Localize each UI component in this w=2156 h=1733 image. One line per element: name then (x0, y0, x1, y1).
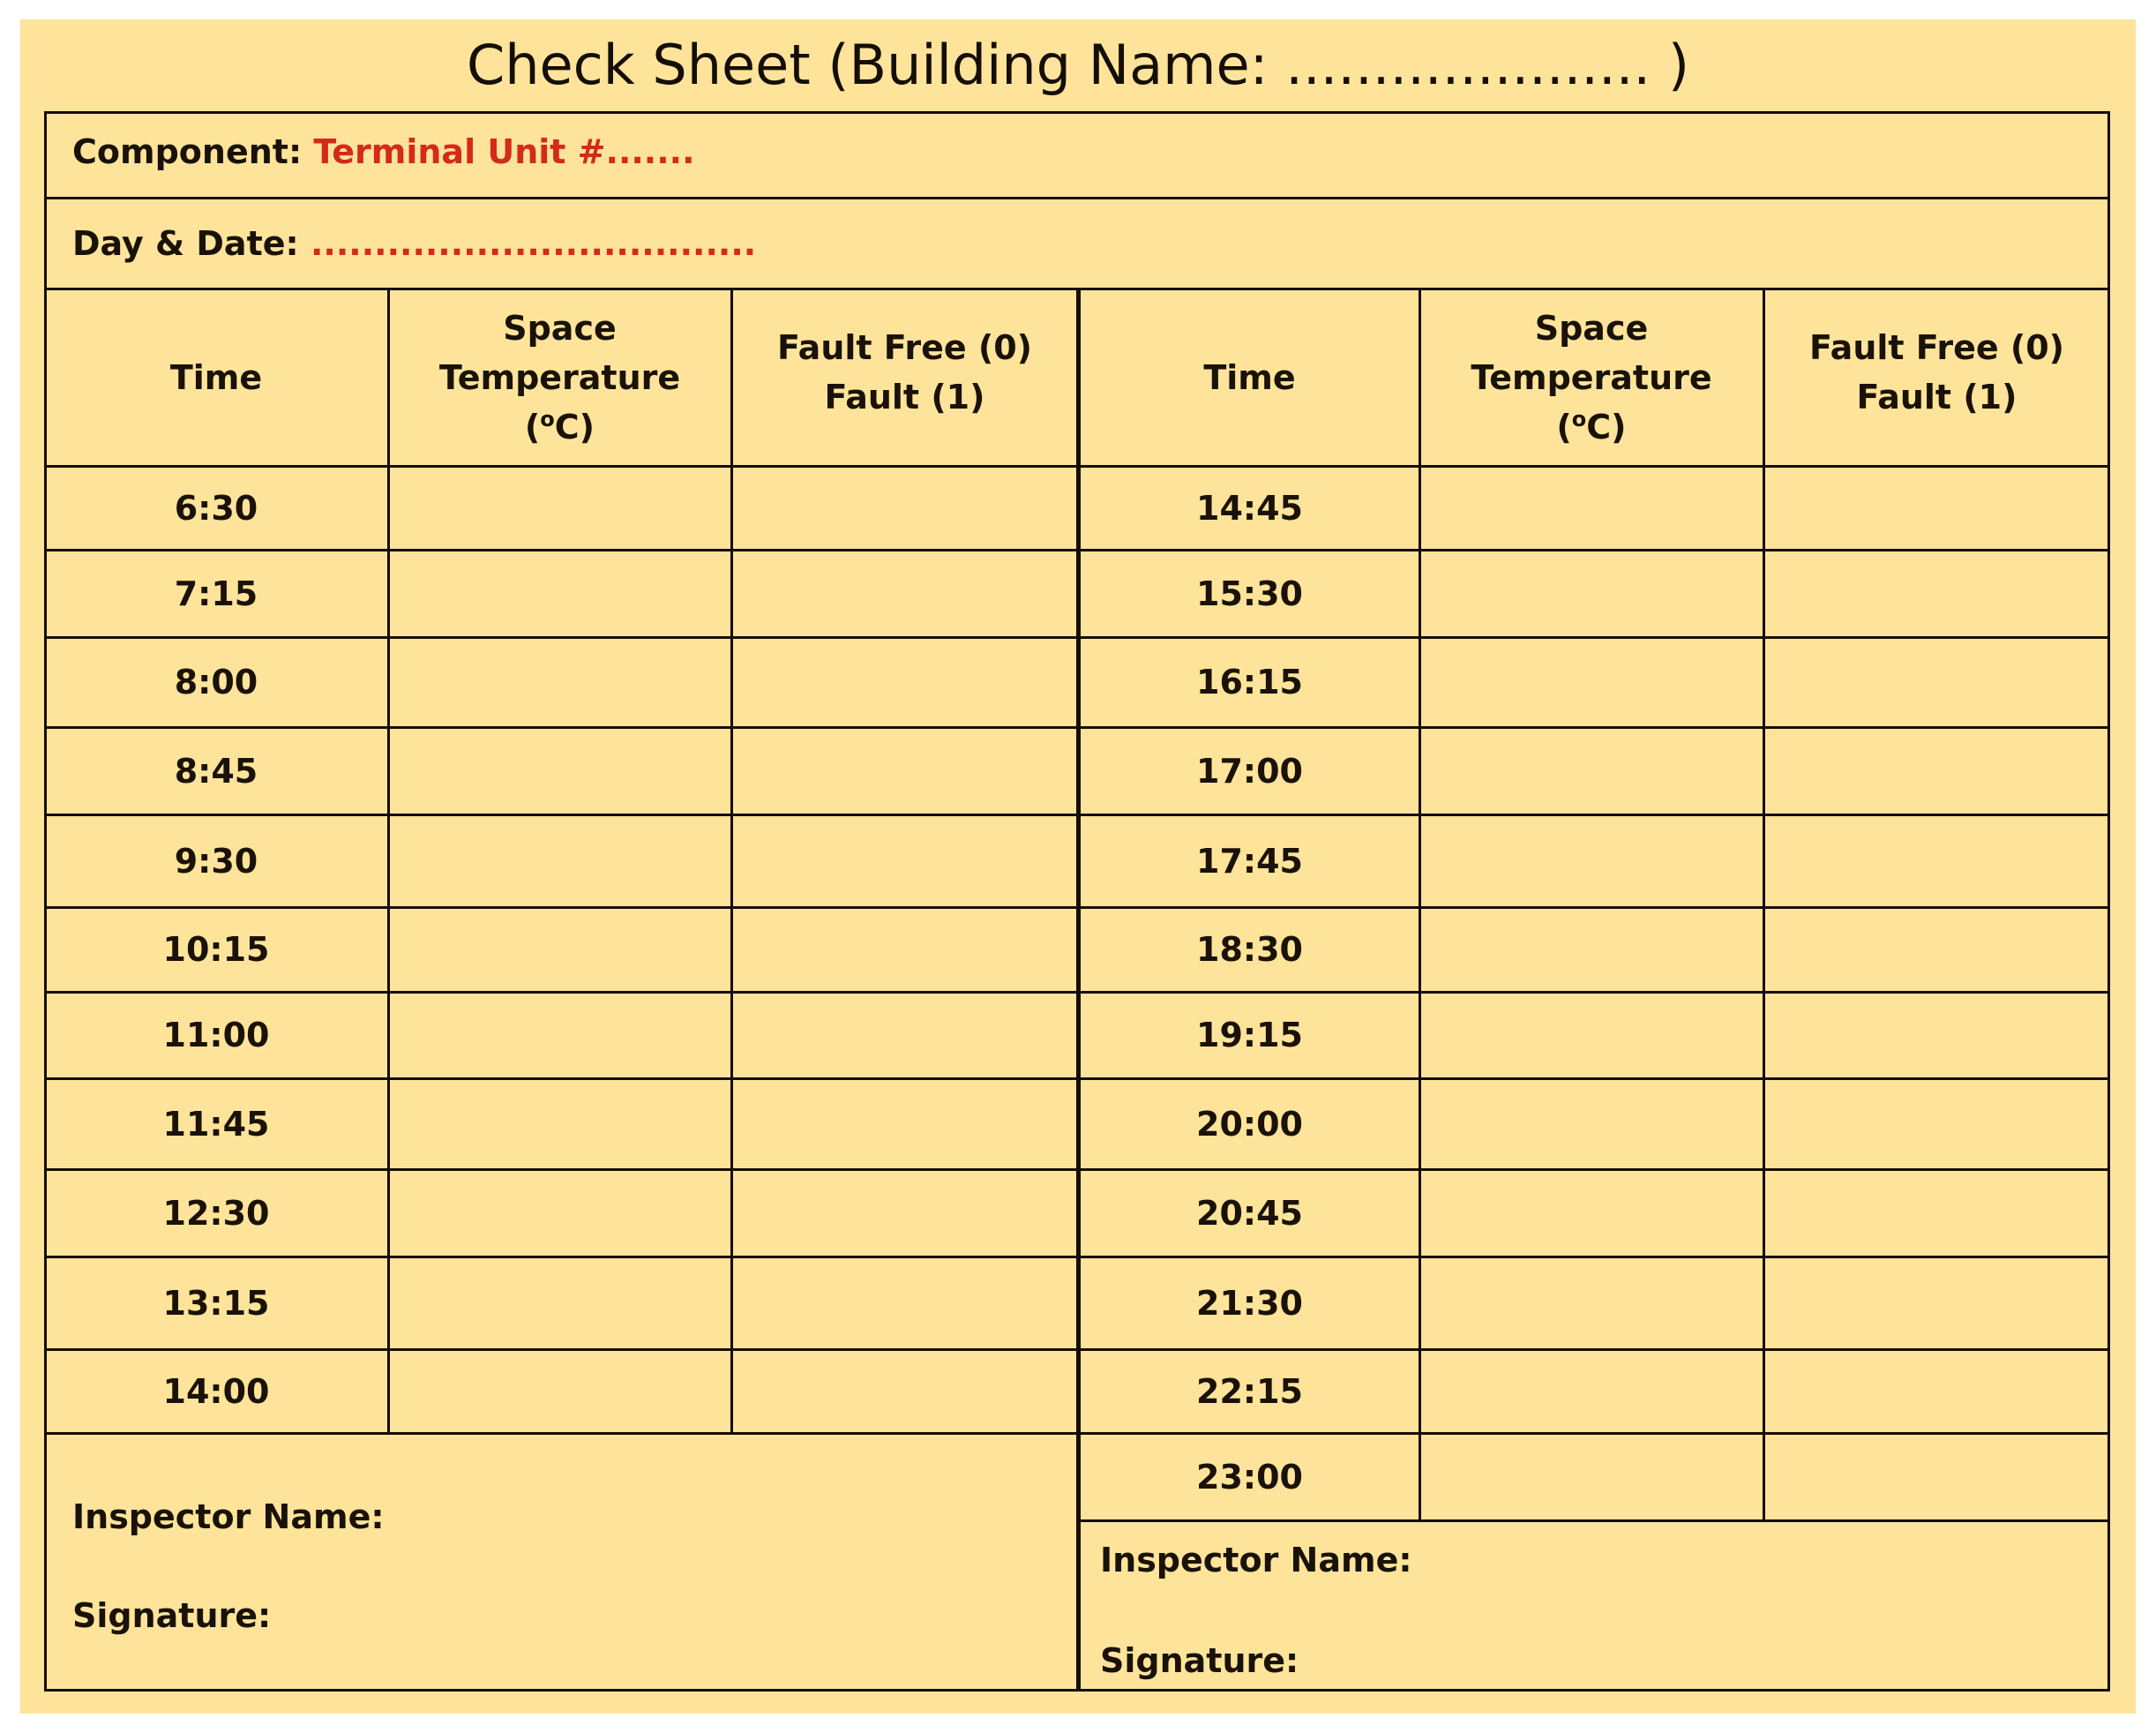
header-label: Space (1534, 308, 1649, 348)
right-temperature-entries[interactable] (1421, 466, 1763, 1519)
header-temperature-right (1419, 289, 1763, 466)
time-cell: 6:30 (174, 488, 258, 528)
header-label: Fault Free (0) (776, 328, 1033, 367)
time-cell: 17:45 (1196, 841, 1303, 881)
time-cell: 20:00 (1196, 1104, 1303, 1144)
time-cell: 15:30 (1196, 574, 1303, 613)
header-label: Space (503, 308, 617, 348)
page-title: Check Sheet (Building Name: ..................... ) (466, 33, 1690, 97)
component-label: Component: (72, 132, 303, 171)
day-date-label: Day & Date: (72, 224, 299, 263)
left-temperature-entries[interactable] (390, 466, 730, 1432)
time-cell: 7:15 (174, 574, 258, 613)
time-cell: 14:00 (162, 1371, 270, 1411)
inspector-name-label-left: Inspector Name: (72, 1497, 385, 1536)
header-label: Temperature (1471, 357, 1712, 397)
day-date-field[interactable] (72, 224, 756, 263)
component-value[interactable]: Terminal Unit #....... (313, 132, 695, 171)
signature-input-left[interactable] (318, 1579, 1067, 1668)
time-cell: 10:15 (162, 930, 270, 969)
time-cell: 9:30 (174, 841, 258, 881)
time-cell: 11:45 (162, 1104, 270, 1144)
time-cell: 17:00 (1196, 751, 1303, 791)
time-cell: 12:30 (162, 1193, 270, 1233)
inspector-name-label-right: Inspector Name: (1100, 1541, 1412, 1579)
signature-label-left: Signature: (72, 1596, 272, 1635)
component-field[interactable] (72, 132, 695, 171)
unit: C) (554, 407, 595, 446)
divider (44, 197, 2110, 199)
time-cell: 18:30 (1196, 930, 1303, 969)
left-fault-entries[interactable] (733, 466, 1076, 1432)
time-cell: 8:00 (174, 663, 258, 701)
time-cell: 21:30 (1196, 1283, 1303, 1323)
time-cell: 22:15 (1196, 1371, 1303, 1411)
right-fault-entries[interactable] (1765, 466, 2107, 1519)
day-date-value[interactable]: ................................... (310, 224, 757, 263)
time-cell: 19:15 (1196, 1016, 1303, 1054)
header-label: Time (1203, 357, 1296, 397)
time-cell: 13:15 (162, 1283, 270, 1323)
header-label (1471, 402, 1711, 452)
time-cell: 16:15 (1196, 663, 1303, 701)
unit: C) (1586, 407, 1627, 446)
header-label: Fault (1) (824, 378, 985, 416)
time-cell: 20:45 (1196, 1193, 1303, 1233)
header-fault-left (731, 289, 1078, 456)
inspector-name-input-right[interactable] (1482, 1527, 2100, 1597)
header-label: Temperature (438, 357, 681, 397)
header-time-right (1080, 289, 1419, 466)
signature-input-right[interactable] (1341, 1624, 2100, 1685)
time-cell: 23:00 (1196, 1457, 1303, 1497)
time-cell: 8:45 (174, 751, 258, 791)
header-fault-right (1763, 289, 2110, 456)
time-cell: 11:00 (162, 1016, 270, 1054)
paren: ( (524, 407, 541, 446)
degree-symbol: o (1571, 406, 1587, 431)
header-label (439, 402, 680, 452)
header-label: Time (169, 357, 263, 397)
signature-label-right: Signature: (1100, 1641, 1299, 1680)
header-time-left (44, 289, 388, 466)
header-label: Fault (1) (1856, 378, 2018, 416)
paren: ( (1556, 407, 1572, 446)
degree-symbol: o (540, 406, 555, 431)
header-label: Fault Free (0) (1808, 328, 2065, 367)
time-cell: 14:45 (1196, 488, 1303, 528)
header-temperature-left (388, 289, 731, 466)
inspector-name-input-left[interactable] (459, 1482, 1067, 1571)
